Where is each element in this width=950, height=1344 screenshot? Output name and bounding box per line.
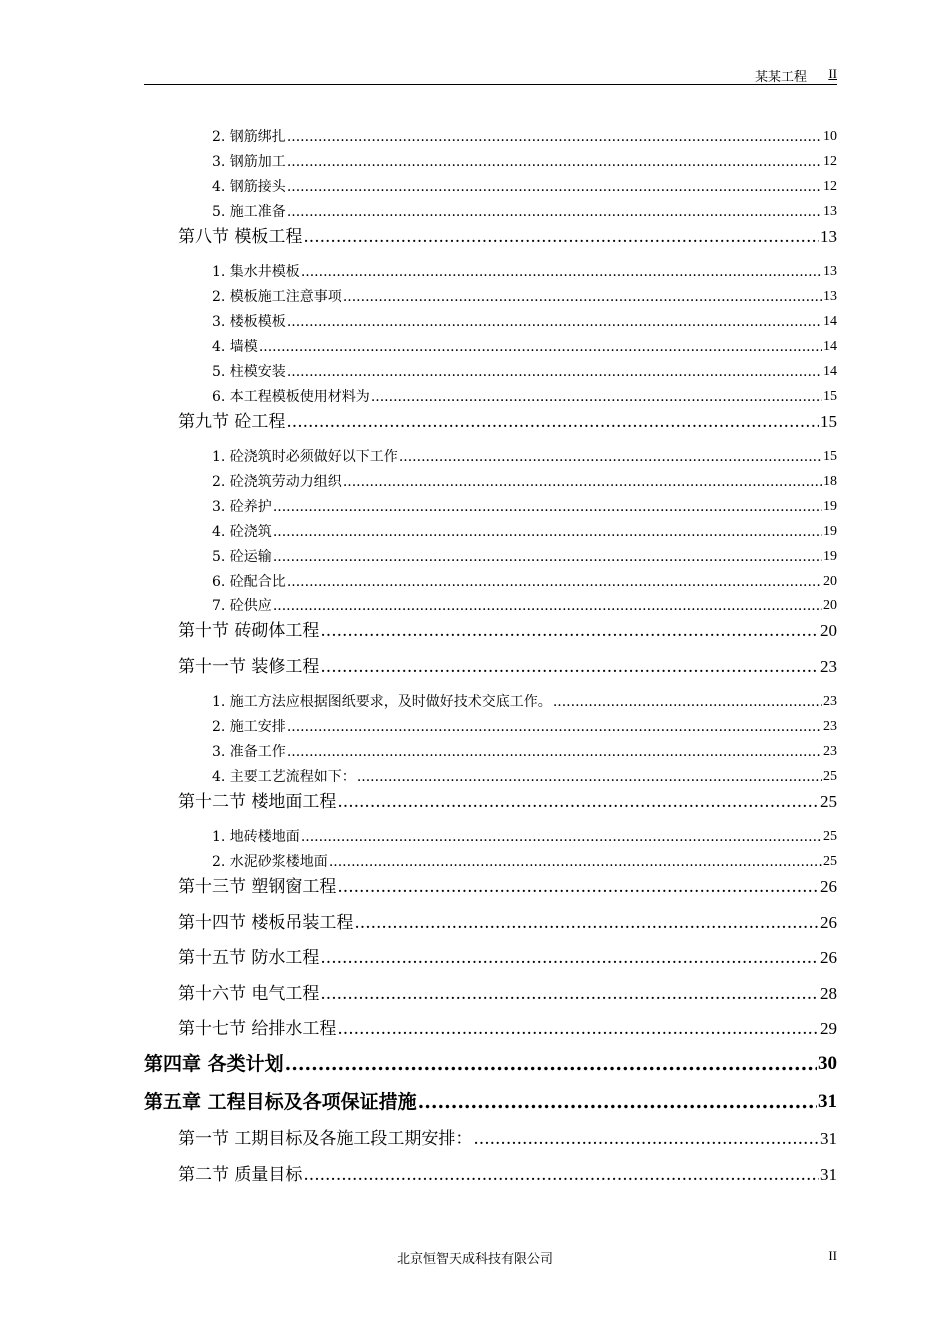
toc-leader-dots: [287, 363, 822, 381]
toc-leader-dots: [287, 743, 822, 761]
toc-entry-page: 12: [823, 179, 837, 194]
toc-entry-title: 第十四节 楼板吊装工程: [178, 913, 354, 933]
toc-entry-title: 3. 准备工作: [212, 744, 286, 760]
toc-leader-dots: [287, 573, 822, 591]
toc-entry-page: 29: [820, 1019, 837, 1038]
toc-leader-dots: [337, 791, 819, 813]
toc-entry[interactable]: [178, 620, 837, 642]
toc-entry-page: 31: [820, 1165, 837, 1184]
toc-entry-page: 23: [823, 694, 837, 709]
toc-entry[interactable]: [178, 1128, 837, 1150]
toc-entry[interactable]: [212, 718, 837, 736]
toc-entry-page: 13: [823, 204, 837, 219]
toc-entry[interactable]: [212, 263, 837, 281]
toc-entry-title: 1. 地砖楼地面: [212, 829, 300, 845]
toc-entry-page: 19: [823, 524, 837, 539]
toc-leader-dots: [337, 876, 819, 898]
toc-entry-page: 26: [820, 913, 837, 932]
toc-leader-dots: [354, 912, 819, 934]
toc-entry[interactable]: [212, 338, 837, 356]
toc-leader-dots: [371, 388, 822, 406]
toc-entry-title: 4. 钢筋接头: [212, 179, 286, 195]
footer-company: 北京恒智天成科技有限公司: [396, 1252, 553, 1267]
toc-entry[interactable]: [178, 983, 837, 1005]
toc-entry[interactable]: [212, 573, 837, 591]
toc-leader-dots: [259, 338, 822, 356]
toc-entry-title: 第十六节 电气工程: [178, 984, 320, 1004]
toc-entry-title: 第十一节 装修工程: [178, 657, 320, 677]
toc-leader-dots: [553, 693, 822, 711]
toc-entry-page: 14: [823, 339, 837, 354]
toc-leader-dots: [320, 656, 819, 678]
toc-leader-dots: [399, 448, 822, 466]
toc-entry[interactable]: [212, 523, 837, 541]
footer-page-number: II: [828, 1248, 837, 1263]
toc-entry-title: 6. 砼配合比: [212, 574, 286, 590]
toc-entry-title: 第四章 各类计划: [144, 1053, 284, 1075]
toc-entry-page: 15: [820, 412, 837, 431]
header-page-number: II: [828, 66, 837, 81]
toc-entry-title: 2. 砼浇筑劳动力组织: [212, 474, 342, 490]
toc-entry[interactable]: [144, 1051, 837, 1077]
toc-entry[interactable]: [212, 178, 837, 196]
toc-entry[interactable]: [212, 313, 837, 331]
toc-leader-dots: [303, 226, 819, 248]
toc-entry-title: 5. 柱模安装: [212, 364, 286, 380]
toc-entry-title: 第八节 模板工程: [178, 227, 303, 247]
toc-entry-page: 14: [823, 314, 837, 329]
toc-entry-title: 2. 模板施工注意事项: [212, 289, 342, 305]
toc-leader-dots: [343, 288, 822, 306]
toc-entry-page: 20: [823, 598, 837, 613]
toc-entry-page: 25: [823, 829, 837, 844]
toc-entry[interactable]: [212, 548, 837, 566]
toc-entry[interactable]: [178, 791, 837, 813]
toc-entry-title: 第十二节 楼地面工程: [178, 792, 337, 812]
toc-entry[interactable]: [212, 388, 837, 406]
toc-entry-title: 第十七节 给排水工程: [178, 1019, 337, 1039]
toc-entry[interactable]: [212, 153, 837, 171]
toc-leader-dots: [287, 313, 822, 331]
toc-entry[interactable]: [212, 693, 837, 711]
toc-entry[interactable]: [212, 473, 837, 491]
toc-leader-dots: [418, 1089, 817, 1115]
toc-entry-title: 第十三节 塑钢窗工程: [178, 877, 337, 897]
toc-entry-page: 20: [820, 621, 837, 640]
toc-leader-dots: [273, 548, 822, 566]
toc-entry-title: 第十节 砖砌体工程: [178, 621, 320, 641]
toc-leader-dots: [273, 597, 822, 615]
toc-entry[interactable]: [178, 947, 837, 969]
toc-entry[interactable]: [212, 853, 837, 871]
toc-entry-page: 23: [820, 657, 837, 676]
toc-entry-title: 第五章 工程目标及各项保证措施: [144, 1091, 417, 1113]
toc-leader-dots: [285, 1051, 817, 1077]
toc-entry-title: 3. 楼板模板: [212, 314, 286, 330]
toc-entry-title: 3. 钢筋加工: [212, 154, 286, 170]
toc-entry-title: 7. 砼供应: [212, 598, 272, 614]
toc-entry-page: 25: [820, 792, 837, 811]
toc-leader-dots: [301, 828, 822, 846]
toc-entry-title: 5. 砼运输: [212, 549, 272, 565]
toc-leader-dots: [301, 263, 822, 281]
toc-entry-page: 13: [823, 289, 837, 304]
toc-leader-dots: [287, 203, 822, 221]
page-header: [144, 64, 837, 85]
toc-entry-page: 19: [823, 549, 837, 564]
toc-entry-title: 4. 主要工艺流程如下：: [212, 769, 356, 785]
toc-entry[interactable]: [144, 1089, 837, 1115]
toc-entry[interactable]: [212, 828, 837, 846]
toc-entry-title: 第二节 质量目标: [178, 1165, 303, 1185]
toc-entry-page: 10: [823, 129, 837, 144]
toc-entry-page: 15: [823, 449, 837, 464]
toc-entry-title: 第一节 工期目标及各施工段工期安排：: [178, 1129, 473, 1149]
toc-leader-dots: [320, 983, 819, 1005]
toc-entry-page: 30: [818, 1053, 837, 1074]
toc-entry-page: 15: [823, 389, 837, 404]
toc-entry[interactable]: [212, 128, 837, 146]
toc-leader-dots: [287, 718, 822, 736]
toc-entry[interactable]: [178, 411, 837, 433]
toc-entry[interactable]: [212, 448, 837, 466]
toc-entry-page: 18: [823, 474, 837, 489]
toc-entry[interactable]: [212, 768, 837, 786]
toc-leader-dots: [473, 1128, 819, 1150]
toc-entry-title: 3. 砼养护: [212, 499, 272, 515]
toc-leader-dots: [337, 1018, 819, 1040]
toc-entry[interactable]: [178, 912, 837, 934]
toc-leader-dots: [320, 947, 819, 969]
toc-entry-title: 4. 砼浇筑: [212, 524, 272, 540]
toc-entry[interactable]: [178, 656, 837, 678]
toc-entry-title: 4. 墙模: [212, 339, 258, 355]
toc-entry-page: 25: [823, 769, 837, 784]
toc-entry-page: 13: [820, 227, 837, 246]
toc-entry[interactable]: [178, 226, 837, 248]
toc-entry[interactable]: [212, 597, 837, 615]
toc-entry[interactable]: [212, 363, 837, 381]
toc-entry-page: 19: [823, 499, 837, 514]
toc-entry-title: 1. 施工方法应根据图纸要求，及时做好技术交底工作。: [212, 694, 552, 710]
toc-entry[interactable]: [212, 498, 837, 516]
toc-entry[interactable]: [212, 203, 837, 221]
toc-entry-title: 第十五节 防水工程: [178, 948, 320, 968]
toc-leader-dots: [329, 853, 822, 871]
toc-entry[interactable]: [178, 876, 837, 898]
toc-entry-page: 31: [820, 1129, 837, 1148]
toc-entry-title: 1. 砼浇筑时必须做好以下工作: [212, 449, 398, 465]
toc-leader-dots: [287, 178, 822, 196]
toc-leader-dots: [287, 128, 822, 146]
toc-entry-page: 26: [820, 948, 837, 967]
toc-leader-dots: [273, 523, 822, 541]
toc-entry-title: 第九节 砼工程: [178, 412, 286, 432]
toc-entry-page: 28: [820, 984, 837, 1003]
toc-entry-page: 25: [823, 854, 837, 869]
toc-entry-page: 20: [823, 574, 837, 589]
toc-entry[interactable]: [178, 1018, 837, 1040]
toc-entry-title: 2. 钢筋绑扎: [212, 129, 286, 145]
toc-entry-page: 13: [823, 264, 837, 279]
toc-leader-dots: [273, 498, 822, 516]
header-title: 某某工程: [754, 70, 807, 85]
toc-entry[interactable]: [178, 1164, 837, 1186]
toc-leader-dots: [286, 411, 819, 433]
toc-leader-dots: [287, 153, 822, 171]
toc-leader-dots: [320, 620, 819, 642]
toc-leader-dots: [357, 768, 822, 786]
toc-entry-page: 14: [823, 364, 837, 379]
toc-leader-dots: [343, 473, 822, 491]
toc-entry[interactable]: [212, 743, 837, 761]
toc-entry-page: 26: [820, 877, 837, 896]
toc-entry-title: 6. 本工程模板使用材料为: [212, 389, 370, 405]
toc-entry-page: 12: [823, 154, 837, 169]
toc-entry-page: 23: [823, 719, 837, 734]
toc-entry-page: 23: [823, 744, 837, 759]
toc-entry[interactable]: [212, 288, 837, 306]
toc-entry-title: 2. 施工安排: [212, 719, 286, 735]
toc-entry-title: 5. 施工准备: [212, 204, 286, 220]
toc-entry-title: 1. 集水井模板: [212, 264, 300, 280]
toc-entry-page: 31: [818, 1091, 837, 1112]
toc-leader-dots: [303, 1164, 819, 1186]
toc-entry-title: 2. 水泥砂浆楼地面: [212, 854, 328, 870]
